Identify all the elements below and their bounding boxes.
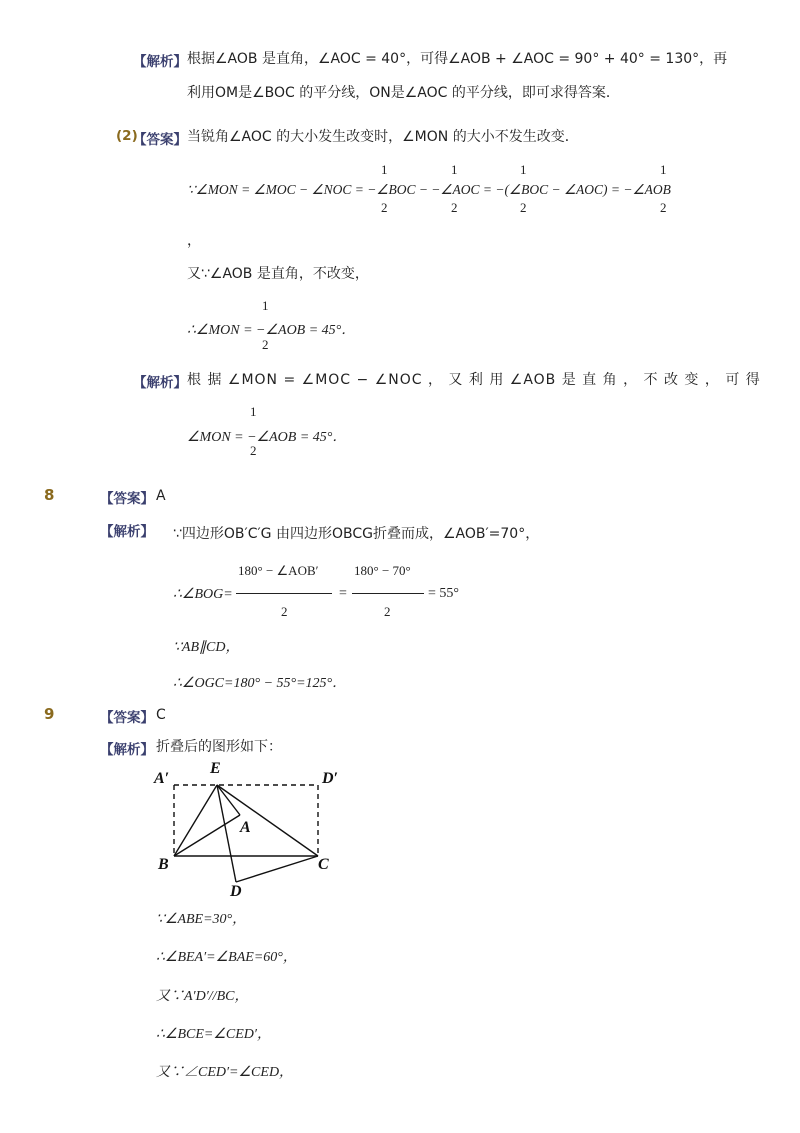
jiexi-label: 【解析】 [133,54,187,70]
fraction-numerator: 1 [660,162,667,177]
fraction-denominator: 2 [660,200,667,215]
fraction-denominator: 2 [520,200,527,215]
answer-label: 【答案】 [133,132,187,148]
question-number: 8 [44,486,55,504]
question-number: 9 [44,705,55,723]
fraction-bar [352,593,424,594]
fraction-numerator: 1 [262,298,269,313]
label-d-prime: D′ [322,770,339,787]
part-2-answer-text: 当锐角∠AOC 的大小发生改变时，∠MON 的大小不发生改变． [187,129,579,145]
segment-ed [217,785,236,882]
label-e: E [210,760,221,777]
line-right-angle: 又∵∠AOB 是直角，不改变， [187,266,369,282]
fraction-bar [236,593,332,594]
q9-line-4: ∴∠BCE=∠CED′， [156,1027,271,1042]
label-a: A [240,819,251,836]
equals-sign: = [339,586,347,601]
q7-explanation-line-1: 根据∠AOB 是直角，∠AOC = 40°，可得∠AOB + ∠AOC = 90° + 40° = 130°，再 [187,51,728,67]
answer-label: 【答案】 [100,710,154,726]
fraction-numerator: 1 [381,162,388,177]
fraction-denominator: 2 [384,604,391,619]
jiexi-label: 【解析】 [100,524,154,540]
label-c: C [318,856,329,873]
fraction-numerator: 1 [451,162,458,177]
fraction-numerator: 180° − ∠AOB′ [238,563,319,578]
equation-mon-45-b: ∠MON = −∠AOB = 45°． [187,430,347,445]
q9-line-3: 又∵A′D′//BC， [156,989,249,1004]
jiexi-label: 【解析】 [100,742,154,758]
q7-explanation-line-2: 利用OM是∠BOC 的平分线，ON是∠AOC 的平分线，即可求得答案． [187,85,620,101]
label-b: B [158,856,169,873]
fraction-denominator: 2 [262,337,269,352]
part-2-number: (2) [116,128,138,144]
q9-line-2: ∴∠BEA′=∠BAE=60°， [156,950,297,965]
segment-dc [236,856,318,882]
q7-explanation-2: 根 据 ∠MON = ∠MOC − ∠NOC ， 又 利 用 ∠AOB 是 直 角 ， 不 改 变 ， 可 得 [187,372,761,388]
answer-value: A [156,488,166,504]
fraction-numerator: 1 [250,404,257,419]
fraction-denominator: 2 [451,200,458,215]
folded-rectangle-diagram [140,755,360,905]
equation-mon-45: ∴∠MON = −∠AOB = 45°． [187,323,356,338]
label-d: D [230,883,242,900]
q9-intro: 折叠后的图形如下： [156,739,282,755]
label-a-prime: A′ [154,770,170,787]
equation-mon: ∵∠MON = ∠MOC − ∠NOC = −∠BOC − −∠AOC = −(∠BOC − ∠AOC) = −∠AOB [187,182,671,197]
fraction-numerator: 180° − 70° [354,563,411,578]
q8-line-4: ∴∠OGC=180° − 55°=125°． [173,676,347,691]
fraction-denominator: 2 [250,443,257,458]
segment-eb [174,785,217,856]
q8-line-1: ∵四边形OB′C′G 由四边形OBCG折叠而成，∠AOB′=70°， [173,526,540,542]
comma: ， [187,233,201,249]
answer-label: 【答案】 [100,491,154,507]
bog-rhs: = 55° [428,586,459,601]
jiexi-label: 【解析】 [133,375,187,391]
bog-lhs: ∴∠BOG= [173,587,233,602]
fraction-denominator: 2 [381,200,388,215]
fraction-numerator: 1 [520,162,527,177]
q9-line-5: 又∵∠CED′=∠CED， [156,1065,294,1080]
answer-value: C [156,707,166,723]
q9-line-1: ∵∠ABE=30°， [156,912,247,927]
q8-line-3: ∵AB∥CD， [173,640,240,655]
fraction-denominator: 2 [281,604,288,619]
